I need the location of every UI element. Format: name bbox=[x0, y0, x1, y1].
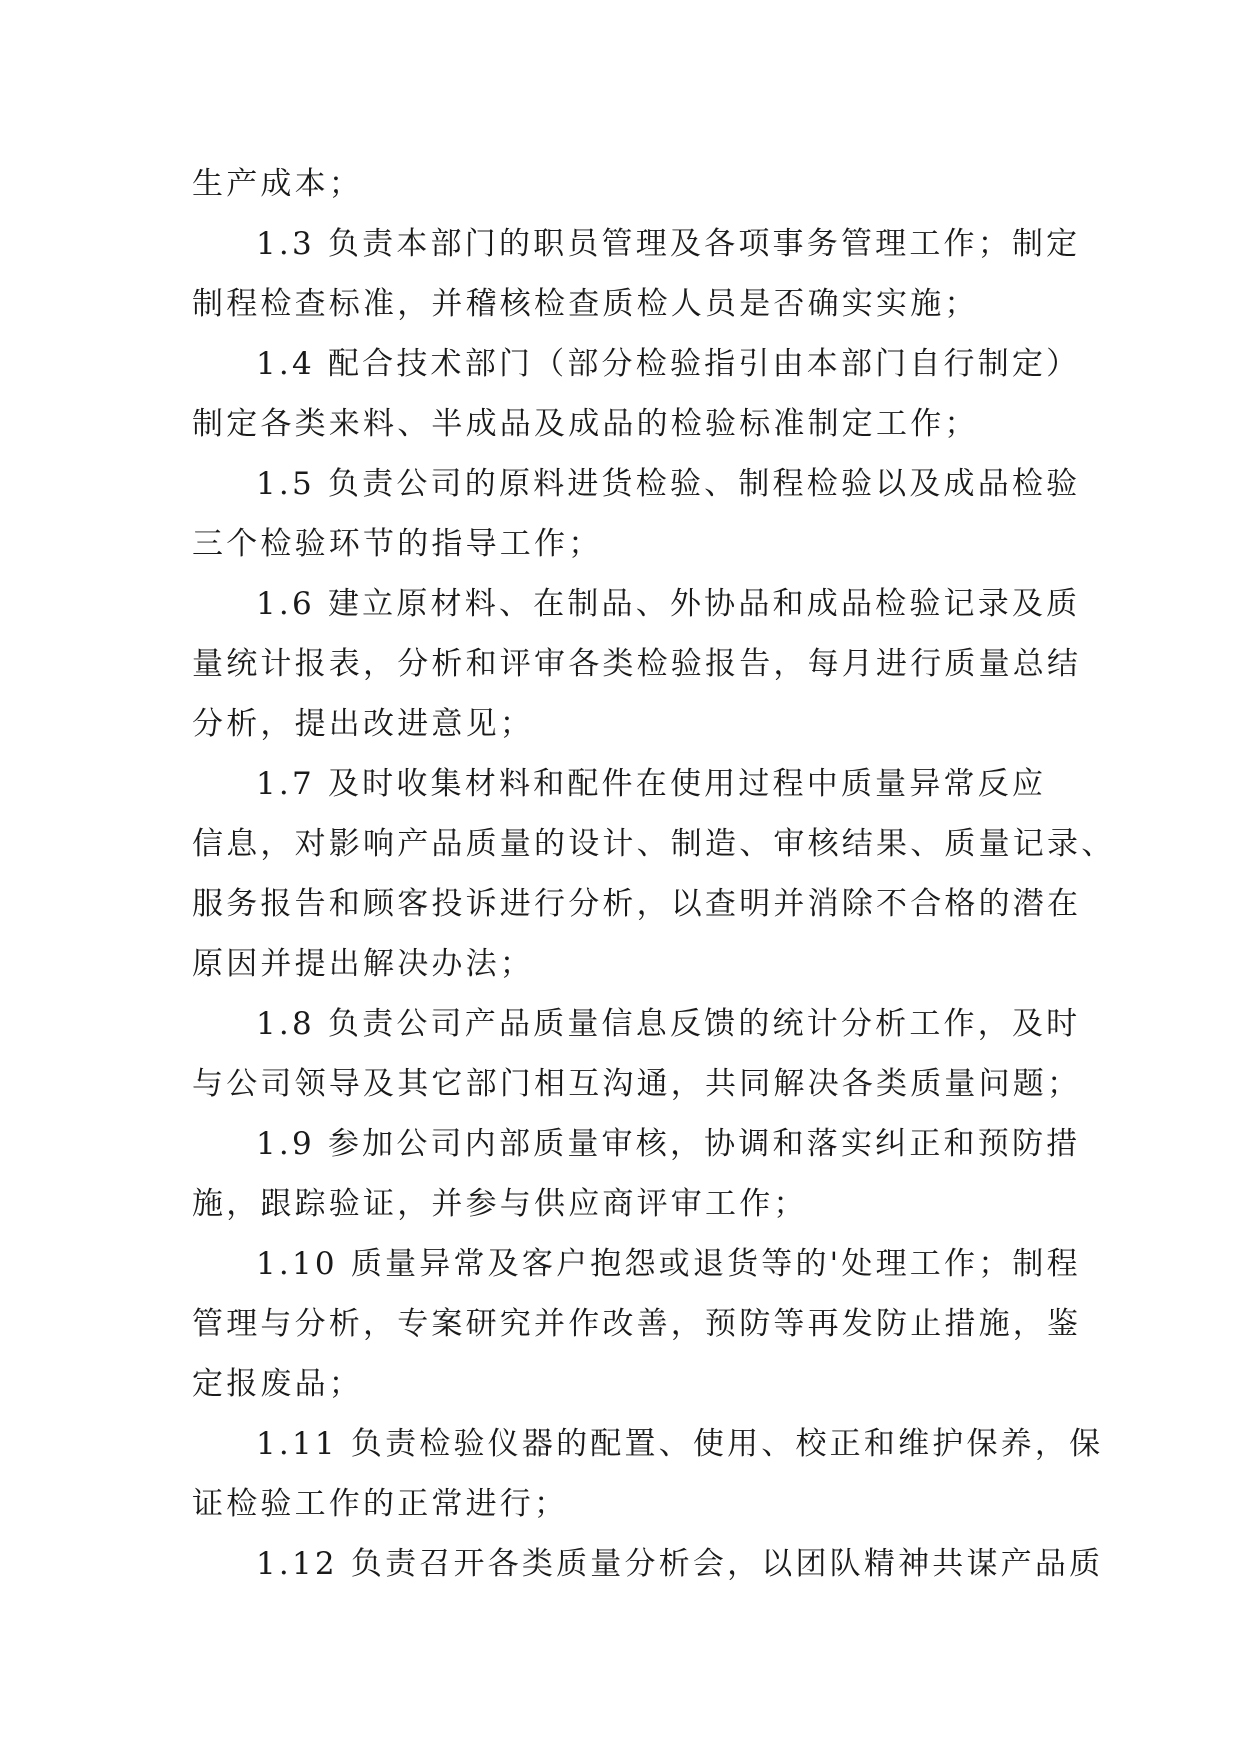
text-line: 1.11 负责检验仪器的配置、使用、校正和维护保养，保 bbox=[256, 1426, 1104, 1462]
text-line: 1.8 负责公司产品质量信息反馈的统计分析工作，及时 bbox=[256, 1006, 1081, 1042]
text-line: 分析，提出改进意见； bbox=[192, 706, 534, 742]
text-line: 1.9 参加公司内部质量审核，协调和落实纠正和预防措 bbox=[256, 1126, 1081, 1162]
text-line: 1.7 及时收集材料和配件在使用过程中质量异常反应 bbox=[256, 766, 1047, 802]
text-line: 施，跟踪验证，并参与供应商评审工作； bbox=[192, 1186, 808, 1222]
text-line: 证检验工作的正常进行； bbox=[192, 1486, 569, 1522]
text-line: 1.5 负责公司的原料进货检验、制程检验以及成品检验 bbox=[256, 466, 1081, 502]
text-line: 制程检查标准，并稽核检查质检人员是否确实实施； bbox=[192, 286, 979, 322]
text-line: 管理与分析，专案研究并作改善，预防等再发防止措施，鉴 bbox=[192, 1306, 1082, 1342]
text-line: 量统计报表，分析和评审各类检验报告，每月进行质量总结 bbox=[192, 646, 1082, 682]
text-line: 三个检验环节的指导工作； bbox=[192, 526, 603, 562]
text-line: 制定各类来料、半成品及成品的检验标准制定工作； bbox=[192, 406, 979, 442]
text-line: 原因并提出解决办法； bbox=[192, 946, 534, 982]
text-line: 1.12 负责召开各类质量分析会，以团队精神共谋产品质 bbox=[256, 1546, 1104, 1582]
text-line: 信息，对影响产品质量的设计、制造、审核结果、质量记录、 bbox=[192, 826, 1116, 862]
text-line: 1.3 负责本部门的职员管理及各项事务管理工作；制定 bbox=[256, 226, 1081, 262]
text-line: 1.4 配合技术部门（部分检验指引由本部门自行制定） bbox=[256, 346, 1081, 382]
text-line: 与公司领导及其它部门相互沟通，共同解决各类质量问题； bbox=[192, 1066, 1082, 1102]
text-line: 1.10 质量异常及客户抱怨或退货等的'处理工作；制程 bbox=[256, 1246, 1081, 1282]
text-line: 定报废品； bbox=[192, 1366, 363, 1402]
text-line: 生产成本； bbox=[192, 166, 363, 202]
text-line: 服务报告和顾客投诉进行分析，以查明并消除不合格的潜在 bbox=[192, 886, 1082, 922]
text-line: 1.6 建立原材料、在制品、外协品和成品检验记录及质 bbox=[256, 586, 1081, 622]
